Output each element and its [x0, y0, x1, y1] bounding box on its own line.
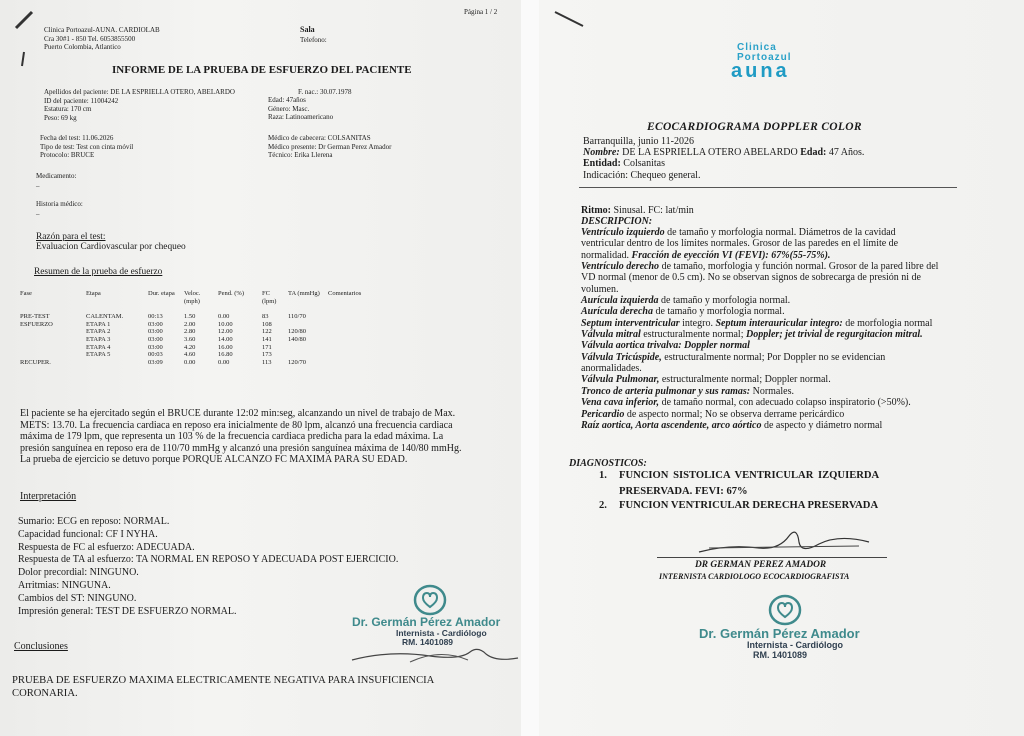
left-stamp-name: Dr. Germán Pérez Amador [352, 615, 501, 629]
description-text: de tamaño y morfologia normal. [652, 306, 785, 318]
description-heading: Septum interauricular integro: [715, 317, 843, 329]
description-heading: Aurícula derecha [581, 306, 653, 318]
description-heading: Raíz aortica, Aorta ascendente, arco aórtico [581, 419, 762, 431]
description-text: integro. [679, 317, 716, 329]
table-row: ETAPA 4 03:00 4.20 16.00 171 [86, 343, 272, 351]
patient-info: Apellidos del paciente: DE LA ESPRIELLA OTERO, ABELARDO ID del paciente: 11004242 Estatura: 170 cm Peso: 69 kg [44, 88, 235, 122]
signature-scribble-icon [350, 640, 520, 668]
doctor-name: DR GERMAN PEREZ AMADOR [695, 560, 827, 570]
table-header-row: Fase Etapa Dur. etapa Veloc. (mph) Pend. (%) FC (lpm) TA (mmHg) Comentarios [20, 290, 362, 305]
entidad-row: Entidad: Colsanitas [583, 158, 665, 169]
description-text: de aspecto y diámetro normal [761, 419, 883, 431]
table-row: RECUPER. 03:09 0.00 0.00 113 120/70 [20, 358, 307, 366]
description-line [581, 386, 938, 397]
description-line [581, 329, 938, 340]
diag-2-text: FUNCION VENTRICULAR DERECHA PRESERVADA [619, 500, 879, 511]
diag-1-number: 1. [599, 470, 607, 481]
left-stamp-role: Internista - Cardiólogo [396, 628, 487, 638]
description-heading: Válvula mitral [581, 329, 641, 341]
diag-1-line-a: FUNCION SISTOLICA VENTRICULAR IZQUIERDA [619, 470, 880, 481]
conclusions-title: Conclusiones [14, 641, 68, 652]
diag-2-number: 2. [599, 500, 607, 511]
stress-test-table [18, 290, 363, 366]
description-text: de aspecto normal; No se observa derrame pericárdico [624, 408, 845, 420]
description-line [581, 352, 938, 363]
description-line [581, 227, 938, 238]
description-line [581, 261, 938, 272]
signature-scribble-icon [689, 522, 879, 562]
description-line [581, 397, 938, 408]
description-line [581, 295, 938, 306]
logo-auna: auna [731, 60, 790, 82]
description-line [581, 340, 938, 351]
razon-text: Evaluacion Cardiovascular por chequeo [36, 242, 186, 252]
logo-portoazul: Portoazul [737, 52, 792, 63]
description-heading: Válvula aortica trivalva: Doppler normal [581, 340, 750, 352]
description-text: de morfologia normal [842, 317, 933, 329]
description-line [581, 374, 938, 385]
patient-demographics: Edad: 47años Género: Masc. Raza: Latinoamericano [268, 96, 334, 121]
description-line [581, 306, 938, 317]
historia-value: – [36, 210, 40, 218]
patient-name-row: Nombre: DE LA ESPRIELLA OTERO ABELARDO Edad: 47 Años. [583, 147, 865, 158]
stamp-heart-icon [767, 594, 803, 626]
description-text: de tamaño y morfologia normal. Diámetros de la cavidad [664, 227, 896, 238]
description-heading: Ventrículo derecho [581, 261, 660, 273]
divider [579, 187, 957, 188]
description-line [581, 238, 938, 249]
razon-title: Razón para el test: [36, 232, 106, 242]
description-line [581, 363, 938, 374]
left-stamp-rm: RM. 1401089 [402, 637, 454, 647]
right-stamp-role: Internista - Cardiólogo [747, 640, 844, 650]
description-text: volumen. [581, 283, 619, 295]
telefono-label: Telefono: [300, 36, 327, 44]
description-text: Normales. [750, 385, 794, 397]
description-heading: Tronco de arteria pulmonar y sus ramas: [581, 385, 751, 397]
summary-paragraph: El paciente se ha ejercitado según el BRUCE durante 12:02 min:seg, alcanzando un nivel de trabajo de Max. METS: 13.70. La frecuencia cardiaca en reposo era inicialmente de 80 lpm, alcanzó una frecuencia cardiaca máxima de 179 lpm, que representa un 103 % de la frecuencia cardiaca predicha para la edad máxima. La presión sanguínea en reposo era de 110/70 mmHg y alcanzó una presión sanguínea máxima de 140/80 mmHg. La prueba de ejercicio se detuvo porque PORQUE ALCANZO FC MAXIMA PARA SU EDAD. [20, 408, 462, 465]
birth-date: F. nac.: 30.07.1978 [298, 88, 352, 96]
description-list [581, 227, 938, 431]
sala-label: Sala [300, 25, 315, 34]
right-stamp-name: Dr. Germán Pérez Amador [699, 626, 860, 641]
stamp-heart-icon [412, 584, 448, 616]
description-text: ventricular dentro de los límites normales. Grosor de las paredes en el límite de [581, 238, 899, 250]
description-text: estructuralmente normal; Por Doppler no se evidencian [661, 351, 886, 363]
logo-clinica: Clinica [737, 42, 777, 53]
description-text: de tamaño, morfologia y función normal. Grosor de la pared libre del [659, 261, 939, 273]
echo-title: ECOCARDIOGRAMA DOPPLER COLOR [647, 121, 862, 133]
description-heading: Doppler; jet trivial de regurgitacion mitral. [745, 329, 923, 341]
interpretation-list: Sumario: ECG en reposo: NORMAL. Capacidad funcional: CF I NYHA. Respuesta de FC al esfuerzo: ADECUADA. Respuesta de TA al esfuerzo: TA NORMAL EN REPOSO Y ADECUADA POST EJERCICIO. Dolor precordial: NINGUNO. Arritmias: NINGUNA. Cambios del ST: NINGUNO. Impresión general: TEST DE ESFUERZO NORMAL. [18, 516, 399, 617]
descripcion-title: DESCRIPCION: [581, 216, 653, 227]
description-heading: Fracción de eyección VI (FEVI): 67%(55-75%). [631, 249, 831, 261]
report-title: INFORME DE LA PRUEBA DE ESFUERZO DEL PACIENTE [112, 64, 412, 76]
right-stamp-rm: RM. 1401089 [753, 650, 808, 660]
description-heading: Válvula Tricúspide, [581, 351, 662, 363]
description-heading: Septum interventricular [581, 317, 680, 329]
resumen-title: Resumen de la prueba de esfuerzo [34, 267, 163, 277]
signature-line [657, 557, 887, 558]
interpretation-title: Interpretación [20, 491, 77, 502]
doctor-title: INTERNISTA CARDIOLOGO ECOCARDIOGRAFISTA [659, 572, 850, 581]
page-number: Página 1 / 2 [464, 8, 498, 16]
table-row: ETAPA 3 03:00 3.60 14.00 141 140/80 [86, 335, 307, 343]
indicacion-row: Indicación: Chequeo general. [583, 170, 701, 181]
description-text: normalidad. [581, 249, 632, 261]
description-text: estructuralmente normal; Doppler normal. [659, 374, 831, 386]
description-text: anormalidades. [581, 363, 642, 375]
description-line [581, 409, 938, 420]
ritmo-row: Ritmo: Sinusal. FC: lat/min [581, 205, 694, 216]
table-row: ETAPA 2 03:00 2.80 12.00 122 120/80 [86, 328, 307, 336]
diagnosticos-title: DIAGNOSTICOS: [569, 458, 647, 469]
description-text: de tamaño normal, con adecuado colapso inspiratorio (>50%). [659, 397, 911, 409]
echocardiogram-report-page [539, 0, 1024, 736]
description-text: de tamaño y morfologia normal. [658, 295, 791, 307]
description-heading: Válvula Pulmonar, [581, 374, 660, 386]
table-row: ESFUERZO ETAPA 1 03:00 2.00 10.00 108 [20, 320, 272, 328]
physician-info: Médico de cabecera: COLSANITAS Médico presente: Dr German Perez Amador Técnico: Erika Llerena [268, 134, 392, 159]
description-line [581, 250, 938, 261]
staple-mark-icon [4, 4, 44, 74]
diag-1-line-b: PRESERVADA. FEVI: 67% [619, 486, 748, 497]
description-line [581, 318, 938, 329]
medicamento-label: Medicamento: [36, 172, 77, 180]
description-text: estructuralmente normal; [640, 329, 746, 341]
description-line [581, 420, 938, 431]
table-row: ETAPA 5 00:03 4.60 16.80 173 [86, 351, 272, 359]
page-gap [521, 0, 539, 736]
description-heading: Aurícula izquierda [581, 295, 659, 307]
historia-label: Historia médico: [36, 200, 83, 208]
test-info: Fecha del test: 11.06.2026 Tipo de test: Test con cinta móvil Protocolo: BRUCE [40, 134, 134, 159]
report-date: Barranquilla, junio 11-2026 [583, 136, 694, 147]
clinic-header: Clinica Portoazul-AUNA. CARDIOLAB Cra 30#1 - 850 Tel. 6053855500 Puerto Colombia, Atlantico [44, 26, 160, 51]
conclusions-text: PRUEBA DE ESFUERZO MAXIMA ELECTRICAMENTE NEGATIVA PARA INSUFICIENCIA CORONARIA. [12, 675, 435, 699]
table-row: PRE-TEST CALENTAM. 00:13 1.50 0.00 83 110/70 [20, 313, 306, 321]
description-heading: Vena cava inferior, [581, 397, 660, 409]
description-heading: Ventrículo izquierdo [581, 227, 665, 238]
medicamento-value: – [36, 182, 40, 190]
description-line [581, 272, 938, 283]
description-line [581, 284, 938, 295]
description-text: VD normal (menor de 0.5 cm). No se observan signos de sobrecarga de presión ni de [581, 272, 921, 284]
pen-mark-icon [551, 8, 587, 30]
description-heading: Pericardio [581, 408, 625, 420]
